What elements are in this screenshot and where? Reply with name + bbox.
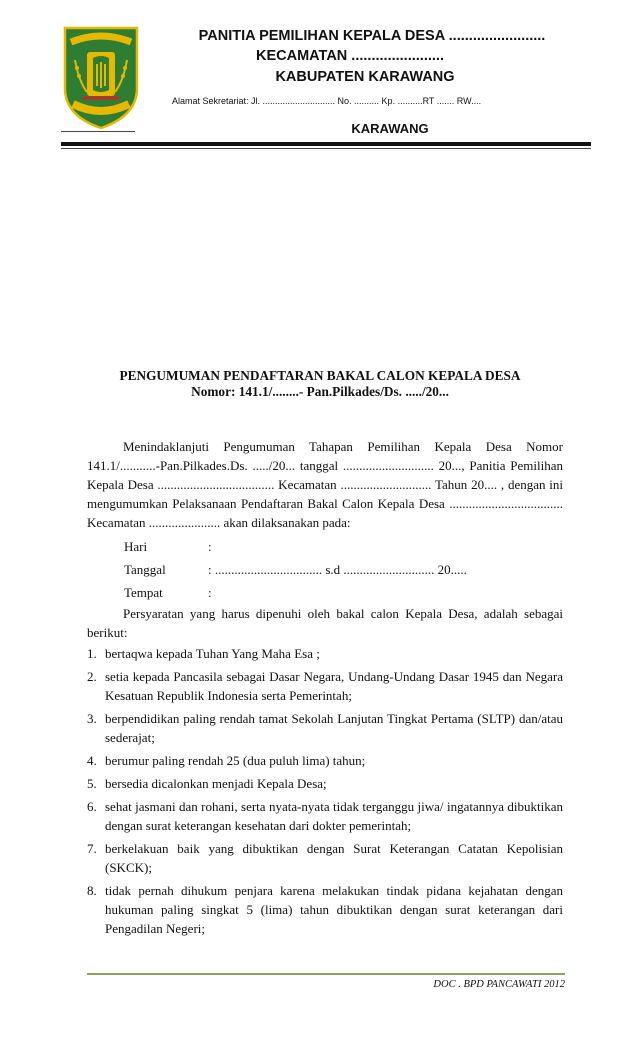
footer-doc-label: DOC . BPD PANCAWATI 2012 [433, 979, 565, 990]
detail-row-date [87, 558, 563, 581]
intro-paragraph: Menindaklanjuti Pengumuman Tahapan Pemilihan Kepala Desa Nomor 141.1/...........-Pan.Pilkades.Ds. ...../20... tanggal ............................ 20..., Panitia Pemilihan Kepala Desa .................................... Kecamatan ............................ Tahun 20.... , dengan ini mengumumkan Pelaksanaan Pendaftaran Bakal Calon Kepala Desa ................................... Kecamatan ...................... akan dilaksanakan pada: [87, 439, 563, 530]
announcement-title: PENGUMUMAN PENDAFTARAN BAKAL CALON KEPALA DESA [119, 368, 521, 383]
list-item-text: sehat jasmani dan rohani, serta nyata-nyata tidak terganggu jiwa/ ingatannya dibuktikan dengan surat keterangan kesehatan dari dokter pemerintah; [105, 799, 563, 833]
header-regency: KABUPATEN KARAWANG [275, 69, 455, 85]
detail-label: Tanggal [124, 562, 166, 577]
list-item-number: 8. [87, 883, 97, 898]
detail-row-place [87, 581, 563, 604]
document-body [87, 437, 563, 942]
list-item [87, 667, 563, 705]
header-divider-thin [61, 148, 591, 149]
list-item-number: 5. [87, 776, 97, 791]
header-city: KARAWANG [351, 121, 429, 136]
list-item-number: 7. [87, 841, 97, 856]
header-committee-title: PANITIA PEMILIHAN KEPALA DESA ........................ [198, 28, 546, 44]
list-item-text: bertaqwa kepada Tuhan Yang Maha Esa ; [105, 646, 320, 661]
list-item [87, 774, 563, 793]
list-item-text: berkelakuan baik yang dibuktikan dengan Surat Keterangan Catatan Kepolisian (SKCK); [105, 841, 563, 875]
requirements-intro: Persyaratan yang harus dipenuhi oleh bakal calon Kepala Desa, adalah sebagai berikut: [87, 606, 563, 640]
schedule-details [87, 535, 563, 604]
list-item [87, 644, 563, 663]
footer-divider [87, 973, 565, 975]
list-item-text: bersedia dicalonkan menjadi Kepala Desa; [105, 776, 327, 791]
list-item-text: tidak pernah dihukum penjara karena melakukan tindak pidana kejahatan dengan hukuman paling singkat 5 (lima) tahun dibuktikan dengan surat keterangan dari Pengadilan Negeri; [105, 883, 563, 936]
list-item-text: setia kepada Pancasila sebagai Dasar Negara, Undang-Undang Dasar 1945 dan Negara Kesatuan Republik Indonesia serta Pemerintah; [105, 669, 563, 703]
header-divider-thick [61, 142, 591, 146]
list-item-number: 3. [87, 711, 97, 726]
kabupaten-karawang-crest-icon [61, 24, 141, 130]
list-item [87, 797, 563, 835]
detail-row-day [87, 535, 563, 558]
list-item-number: 2. [87, 669, 97, 684]
announcement-number: Nomor: 141.1/........- Pan.Pilkades/Ds. ...../20... [191, 384, 449, 399]
detail-value: : [208, 539, 212, 554]
list-item-number: 6. [87, 799, 97, 814]
header-address: Alamat Sekretariat: Jl. ............................. No. .......... Kp. ..........RT ....... RW.... [172, 96, 482, 106]
list-item [87, 839, 563, 877]
list-item-text: berumur paling rendah 25 (dua puluh lima) tahun; [105, 753, 366, 768]
detail-label: Tempat [124, 585, 163, 600]
list-item-number: 1. [87, 646, 97, 661]
list-item [87, 881, 563, 938]
list-item [87, 709, 563, 747]
list-item [87, 751, 563, 770]
logo-underline [61, 131, 135, 132]
detail-value: : [208, 585, 212, 600]
detail-label: Hari [124, 539, 148, 554]
list-item-text: berpendidikan paling rendah tamat Sekolah Lanjutan Tingkat Pertama (SLTP) dan/atau sederajat; [105, 711, 563, 745]
header-district: KECAMATAN ....................... [256, 48, 444, 64]
list-item-number: 4. [87, 753, 97, 768]
requirements-list [87, 644, 563, 938]
detail-value: : ................................. s.d ............................ 20..... [208, 562, 467, 577]
